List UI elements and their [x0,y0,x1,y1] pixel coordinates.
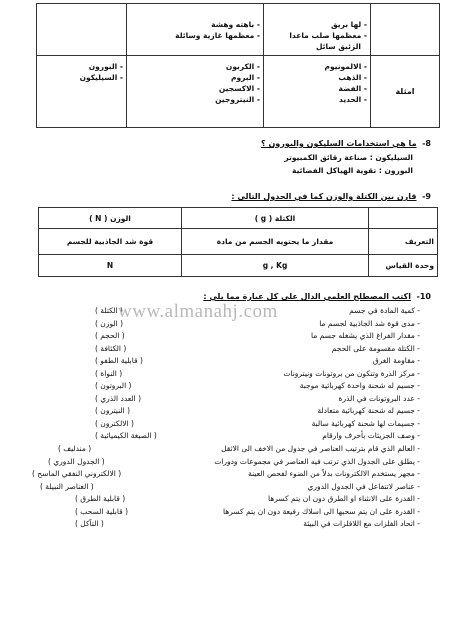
q9-question: 9- قارن بين الكتلة والوزن كما في الجدول التالى : [231,192,431,201]
list-item: - مدى قوة شد الجاذبية لجسم ما ( الوزن ) [95,318,420,328]
q10-items-list [32,305,420,531]
list-item: - جسيم له شحنة واحدة كهربائية موجبة ( البروتون ) [95,381,420,391]
list-item: - القدرة على الانثناء او الطرق دون ان يتم كسرها ( قابلية الطرق ) [75,494,420,504]
table1-examples-nonmetals: - الكربون - البروم - الاكسجين - النيتروجين [127,56,264,128]
list-item: - القدرة على ان يتم سحبها الى اسلاك رفيعة دون ان يتم كسرها ( قابلية السحب ) [75,506,420,516]
table1-row1-metals: - لها بريق - معظمها صلب ماعدا الزئبق سائل [264,4,371,56]
q8-answer-boron: البورون : تقوية الهياكل الفضائية [292,166,413,175]
mass-weight-table [38,207,438,277]
q9-weight-definition: قوة شد الجاذبية للجسم [39,229,182,255]
q9-header-mass: الكتلة ( g ) [182,208,369,229]
q9-row-unit-label: وحدة القياس [369,255,438,277]
list-item: - مركز الذرة وتتكون من بروتونات ونيترونات ( النواة ) [95,368,420,378]
watermark: www.almanahj.com [118,301,278,322]
table1-examples-label: امثلة [371,56,440,128]
q9-mass-unit: g , Kg [182,255,369,277]
table1-examples-metalloids: - البورون - السيليكون [37,56,127,128]
list-item: - وصف الجزيئات بأحرف وارقام ( الصيغة الكيميائية ) [95,431,420,441]
list-item: - الكتلة مقسومة على الحجم ( الكثافة ) [95,343,420,353]
list-item: - يطلق على الجدول الذي ترتب فيه العناصر في مجموعات ودورات ( الجدول الدوري ) [48,456,420,466]
list-item: - مقاومة الغرق ( قابلية الطفو ) [95,356,420,366]
q9-header-weight: الوزن ( N ) [39,208,182,229]
list-item: - مجهر يستخدم الالكترونات بدلاً من الضوء لفحص العينة ( الالكتروني النفقي الماسح ) [32,469,420,479]
q9-header-empty [369,208,438,229]
q9-weight-unit: N [39,255,182,277]
list-item: - جسيم له شحنة كهربائية متعادلة ( النيترون ) [95,406,420,416]
table1-row1-metalloids [37,4,127,56]
q9-row-definition-label: التعريف [369,229,438,255]
list-item: - جسيمات لها شحنة كهربائية سالبة ( الالكترون ) [95,418,420,428]
elements-table [36,3,440,128]
list-item: - عدد البروتونات في الذرة ( العدد الذري ) [95,393,420,403]
q8-question: 8- ما هي استخدامات السليكون والبورون ؟ [261,139,431,148]
q8-answer-silicon: السيليكون : صناعة رقائق الكمبيوتر [284,153,413,162]
list-item: - عناصر لاتتفاعل في الجدول الدوري ( العناصر النبيلة ) [40,481,420,491]
table1-row1-nonmetals: - باهته وهشة - معظمها غازية وسائلة [127,4,264,56]
q9-mass-definition: مقدار ما يحتويه الجسم من مادة [182,229,369,255]
list-item: - اتحاد الفلزات مع اللافلزات في البيئة ( التآكل ) [75,519,420,529]
list-item: - كمية المادة في جسم ( الكتلة ) [95,306,420,315]
list-item: - مقدار الفراغ الذي يشغله جسم ما ( الحجم ) [95,331,420,341]
table1-examples-metals: - الالمونيوم - الذهب - الفضة - الحديد [264,56,371,128]
table1-row1-category [371,4,440,56]
q10-question: 10- اكتب المصطلح العلمي الدال على كل عبارة مما يلي : [203,292,431,301]
list-item: - العالم الذي قام بترتيب العناصر في جدول من الاخف الى الاثقل ( مندليف ) [58,444,420,454]
